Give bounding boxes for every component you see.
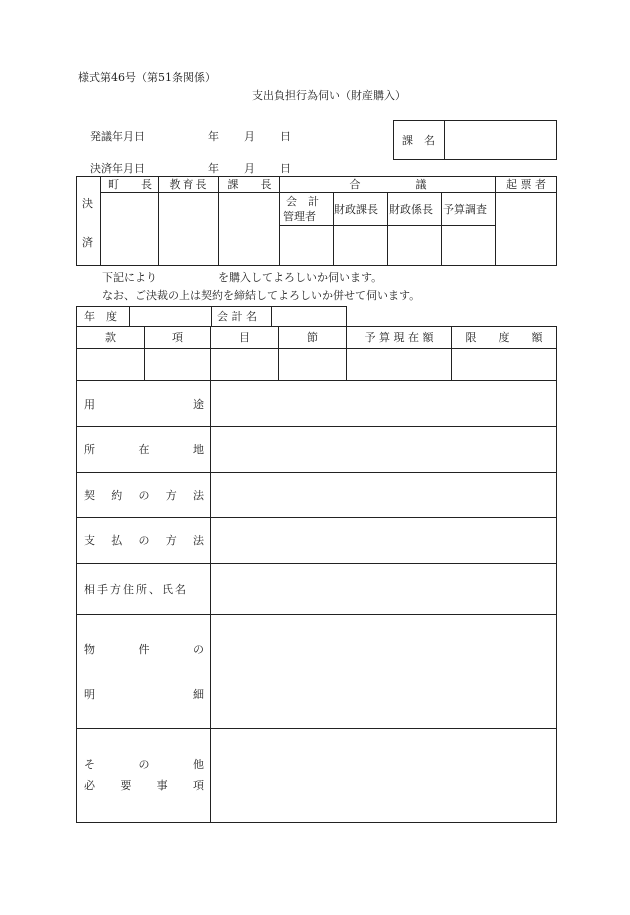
row-line-2: [77, 426, 556, 427]
approval-line-7: [441, 193, 442, 265]
chief-label: 課 長: [227, 178, 272, 191]
counterparty-label: 相手方住所、氏名: [84, 583, 188, 596]
education-label: 教育長: [169, 178, 209, 191]
row-line-5: [77, 563, 556, 564]
item-label-1: 物 件 の: [84, 643, 204, 656]
finance-chief-label: 財政課長: [334, 203, 378, 216]
year-field[interactable]: [131, 308, 209, 325]
budget-moku-field[interactable]: [212, 350, 276, 379]
header-setsu: 節: [307, 331, 318, 344]
budget-kou-field[interactable]: [146, 350, 208, 379]
approval-line-4: [495, 177, 496, 265]
location-label: 所 在 地: [84, 443, 204, 456]
budget-kan-field[interactable]: [78, 350, 142, 379]
finance-staff-label: 財政係長: [389, 203, 433, 216]
counterparty-field[interactable]: [212, 565, 555, 613]
budget-current-field[interactable]: [348, 350, 449, 379]
decision-month: 月: [244, 162, 255, 175]
approval-side-2: 済: [82, 236, 93, 249]
proposal-year: 年: [208, 130, 219, 143]
other-matters-field[interactable]: [212, 730, 555, 821]
row-line-4: [77, 517, 556, 518]
year-label: 年 度: [84, 310, 117, 323]
payment-method-field[interactable]: [212, 519, 555, 562]
approval-line-6: [387, 193, 388, 265]
location-field[interactable]: [212, 428, 555, 471]
budget-header-line: [77, 348, 556, 349]
row-line-1: [77, 380, 556, 381]
approval-line-1: [158, 177, 159, 265]
decision-date-label: 決済年月日: [90, 162, 145, 175]
decision-year: 年: [208, 162, 219, 175]
budget-col-5: [451, 327, 452, 380]
council-label: 合 議: [349, 178, 427, 191]
accounting-label-1: 会 計: [286, 195, 319, 208]
header-kou: 項: [172, 331, 183, 344]
row-line-6: [77, 614, 556, 615]
drafter-label: 起 票 者: [506, 178, 546, 191]
purpose-label: 用 途: [84, 398, 204, 411]
proposal-month: 月: [244, 130, 255, 143]
header-limit: 限 度 額: [465, 331, 543, 344]
section-label: 課 名: [402, 134, 435, 147]
header-kan: 款: [105, 331, 116, 344]
section-divider: [444, 121, 445, 159]
approval-line-3: [279, 177, 280, 265]
other-label-1: そ の 他: [84, 758, 204, 771]
account-field[interactable]: [273, 308, 345, 325]
request-text-2: なお、ご決裁の上は契約を締結してよろしいか併せて伺います。: [102, 289, 421, 302]
header-moku: 目: [239, 331, 250, 344]
year-divider-3: [271, 307, 272, 326]
request-text-1a: 下記により: [102, 271, 157, 284]
contract-method-field[interactable]: [212, 474, 555, 516]
payment-method-label: 支 払 の 方 法: [84, 534, 204, 547]
budget-check-label: 予算調査: [443, 203, 487, 216]
label-col-divider: [210, 327, 211, 822]
approval-side-line: [100, 177, 101, 265]
form-number: 様式第46号（第51条関係）: [78, 71, 216, 84]
header-budget: 予 算 現 在 額: [364, 331, 434, 344]
request-text-1b: を購入してよろしいか伺います。: [218, 271, 383, 284]
budget-limit-field[interactable]: [453, 350, 555, 379]
row-line-7: [77, 728, 556, 729]
other-label-2: 必 要 事 項: [84, 779, 204, 792]
decision-day: 日: [280, 162, 291, 175]
account-label: 会 計 名: [217, 310, 257, 323]
approval-line-2: [218, 177, 219, 265]
row-line-3: [77, 472, 556, 473]
contract-method-label: 契 約 の 方 法: [84, 489, 204, 502]
year-divider-2: [211, 307, 212, 326]
purpose-field[interactable]: [212, 382, 555, 425]
year-divider: [129, 307, 130, 326]
page-title: 支出負担行為伺い（財産購入）: [252, 89, 406, 102]
section-field[interactable]: [446, 122, 554, 158]
accounting-label-2: 管理者: [283, 210, 316, 223]
proposal-day: 日: [280, 130, 291, 143]
item-details-field[interactable]: [212, 616, 555, 727]
item-label-2: 明 細: [84, 688, 204, 701]
proposal-date-label: 発議年月日: [90, 130, 145, 143]
mayor-label: 町 長: [108, 178, 152, 191]
approval-side-1: 決: [82, 197, 93, 210]
approval-header-line: [100, 192, 556, 193]
approval-sub-line: [279, 225, 495, 226]
budget-setsu-field[interactable]: [280, 350, 344, 379]
